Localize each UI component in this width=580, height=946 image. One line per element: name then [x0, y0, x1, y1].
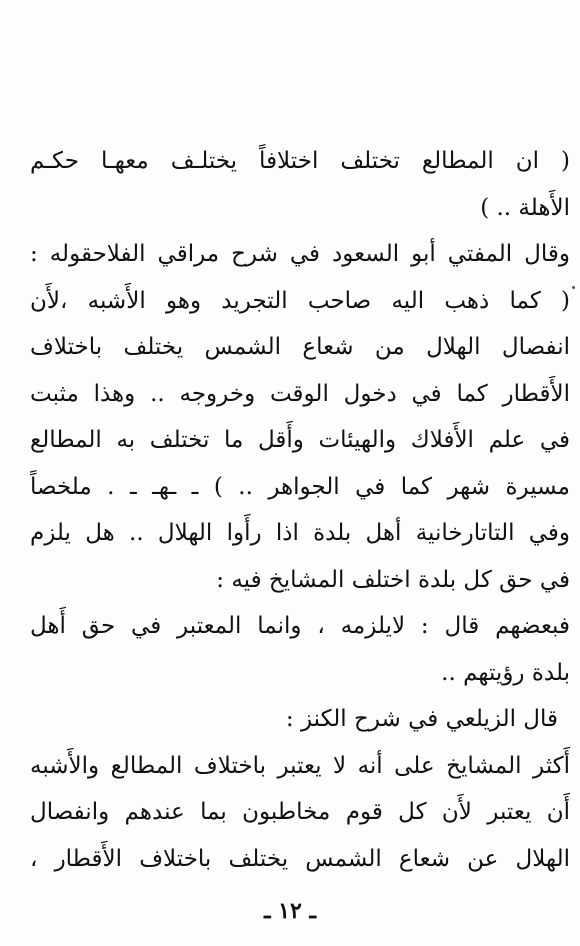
- page-number: ـ ١٢ ـ: [264, 898, 316, 924]
- text-line: الأَهلة .. ): [480, 194, 570, 221]
- scan-speck: [572, 286, 575, 289]
- text-line: أَن يعتبر لأَن كل قوم مخاطبون بما عندهم وانفصال: [30, 799, 570, 825]
- text-line: بلدة رؤيتهم ..: [441, 659, 570, 686]
- text-line: فبعضهم قال : لايلزمه ، وانما المعتبر في حق أَهل: [30, 613, 570, 639]
- text-line: ( ان المطالع تختلف اختلافاً يختلـف معهـا حكـم: [30, 148, 570, 174]
- text-line: قال الزيلعي في شرح الكنز :: [285, 706, 558, 732]
- text-line: في علم الأَفلاك والهيئات وأَقل ما تختلف به المطالع: [30, 427, 570, 453]
- text-line: أَكثر المشايخ على أنه لا يعتبر باختلاف المطالع والأَشبه: [30, 752, 570, 779]
- text-line: وفي التاتارخانية أهل بلدة اذا رأَوا الهلال .. هل يلزم: [30, 520, 570, 546]
- text-line: الأَقطار كما في دخول الوقت وخروجه .. وهذا مثبت: [30, 380, 570, 407]
- text-line: وقال المفتي أبو السعود في شرح مراقي الفلاحقوله :: [30, 241, 570, 267]
- text-line: انفصال الهلال من شعاع الشمس يختلف باختلاف: [30, 334, 570, 360]
- body-text: [30, 138, 570, 882]
- text-line: الهلال عن شعاع الشمس يختلف باختلاف الأَقطار ،: [30, 845, 570, 872]
- text-line: ( كما ذهب اليه صاحب التجريد وهو الأَشبه ،لأَن: [30, 287, 570, 314]
- text-line: مسيرة شهر كما في الجواهر .. ) ـ ـهـ ـ . ملخصاً: [30, 473, 570, 500]
- text-line: في حق كل بلدة اختلف المشايخ فيه :: [216, 566, 570, 593]
